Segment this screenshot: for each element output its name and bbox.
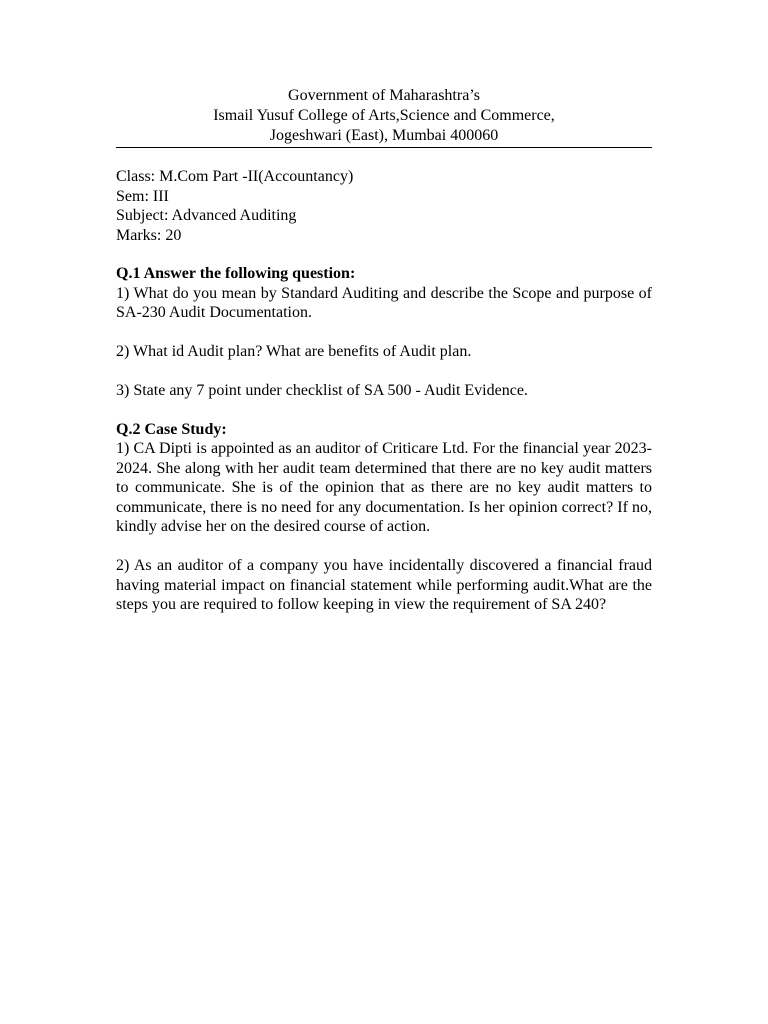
- question-paper: [116, 86, 652, 615]
- exam-details: [116, 167, 652, 245]
- q2-item-1: 1) CA Dipti is appointed as an auditor of Criticare Ltd. For the financial year 2023-2024. She along with her audit team determined that there are no key audit matters to communicate. She is of the opinion that as there are no key audit matters to communicate, there is no need for any documentation. Is her opinion correct? If no, kindly advise her on the desired course of action.: [116, 440, 652, 535]
- q1-item-3: 3) State any 7 point under checklist of SA 500 - Audit Evidence.: [116, 382, 528, 399]
- exam-subject: Subject: Advanced Auditing: [116, 207, 297, 224]
- q1-item-1: 1) What do you mean by Standard Auditing and describe the Scope and purpose of SA-230 Audit Documentation.: [116, 284, 652, 321]
- header-address: Jogeshwari (East), Mumbai 400060: [269, 127, 499, 144]
- q1-item-2: 2) What id Audit plan? What are benefits of Audit plan.: [116, 343, 472, 360]
- exam-marks: Marks: 20: [116, 226, 182, 244]
- q2-item-2: 2) As an auditor of a company you have incidentally discovered a financial fraud having material impact on financial statement while performing audit.What are the steps you are required to follow keeping in view the requirement of SA 240?: [116, 557, 652, 613]
- exam-class: Class: M.Com Part -II(Accountancy): [116, 168, 354, 185]
- exam-semester: Sem: III: [116, 187, 169, 205]
- header-government: Government of Maharashtra’s: [288, 87, 480, 104]
- q1-title: Q.1 Answer the following question:: [116, 265, 356, 282]
- header-college-name: Ismail Yusuf College of Arts,Science and Commerce,: [213, 107, 555, 124]
- q2-title: Q.2 Case Study:: [116, 420, 227, 438]
- college-header: [116, 86, 652, 148]
